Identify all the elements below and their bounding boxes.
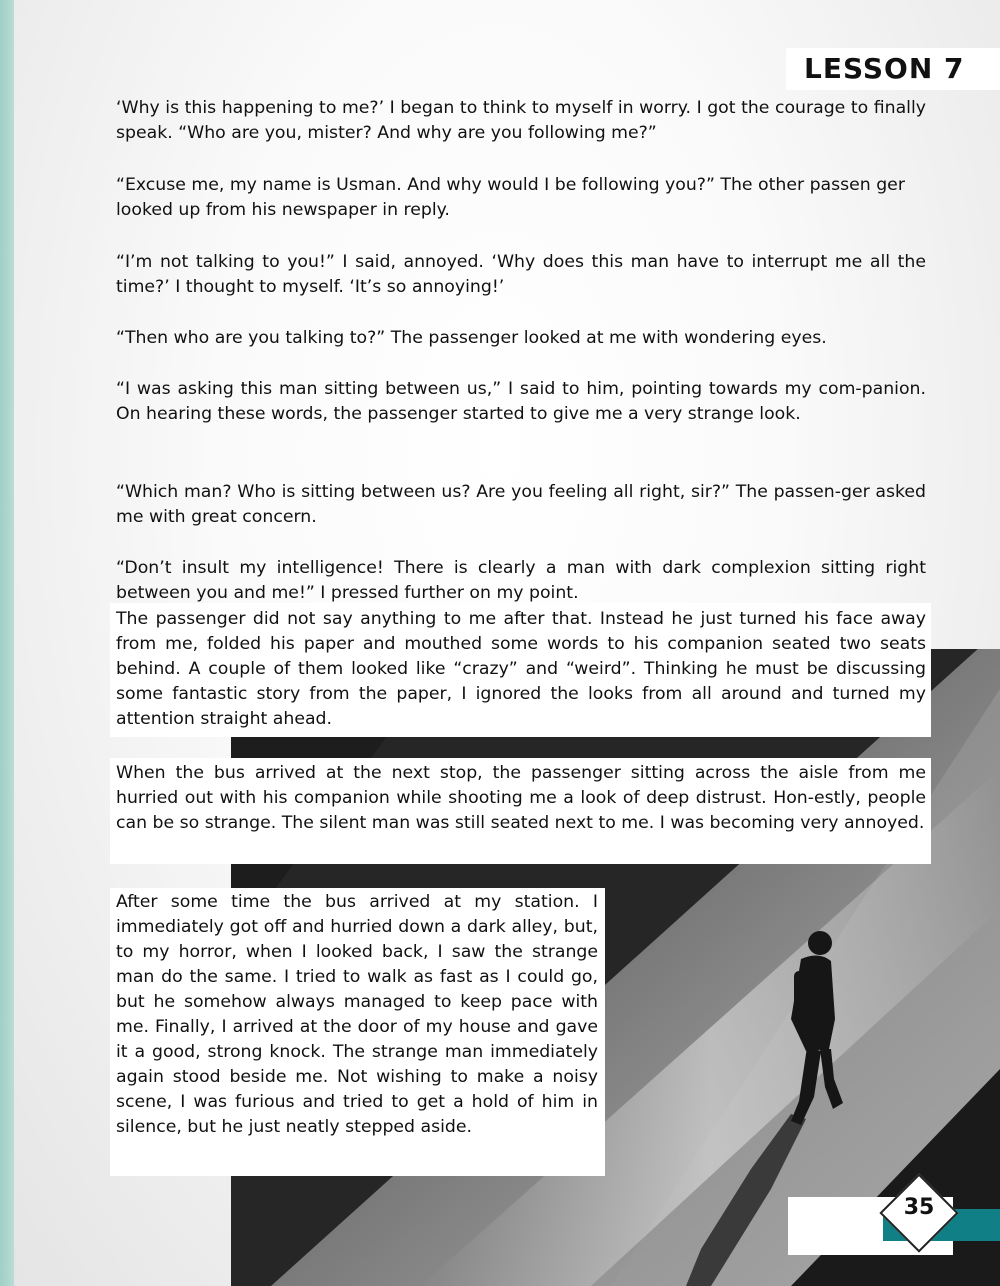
lesson-title: LESSON 7 bbox=[804, 52, 965, 85]
page-number: 35 bbox=[903, 1195, 935, 1220]
paragraph-6: “Which man? Who is sitting between us? Are you feeling all right, sir?” The passen-ger asked me with great concern. bbox=[116, 482, 926, 527]
paragraph-2: “Excuse me, my name is Usman. And why would I be following you?” The other passen ger looked up from his newspaper in reply. bbox=[116, 175, 905, 220]
paragraph-1: ‘Why is this happening to me?’ I began to think to myself in worry. I got the courage to finally speak. “Who are you, mister? And why are you following me?” bbox=[116, 98, 926, 143]
paragraph-9: When the bus arrived at the next stop, the passenger sitting across the aisle from me hurried out with his companion while shooting me a look of deep distrust. Hon-estly, people can be so strange. The silent man was still seated next to me. I was becoming very annoyed. bbox=[116, 763, 926, 833]
paragraph-10: After some time the bus arrived at my station. I immediately got off and hurried down a dark alley, but, to my horror, when I looked back, I saw the strange man do the same. I tried to walk as fast as I could go, but he somehow always managed to keep pace with me. Finally, I arrived at the door of my house and gave it a good, strong knock. The strange man immediately again stood beside me. Not wishing to make a noisy scene, I was furious and tried to get a hold of him in silence, but he just neatly stepped aside. bbox=[116, 892, 598, 1137]
paragraph-8: The passenger did not say anything to me after that. Instead he just turned his face away from me, folded his paper and mouthed some words to his companion seated two seats behind. A couple of them looked like “crazy” and “weird”. Thinking he must be discussing some fantastic story from the paper, I ignored the looks from all around and turned my attention straight ahead. bbox=[116, 609, 926, 729]
paragraph-5: “I was asking this man sitting between us,” I said to him, pointing towards my com-panion. On hearing these words, the passenger started to give me a very strange look. bbox=[116, 379, 926, 424]
paragraph-4: “Then who are you talking to?” The passenger looked at me with wondering eyes. bbox=[116, 328, 827, 348]
page-spine-stripe bbox=[0, 0, 14, 1286]
paragraph-3: “I’m not talking to you!” I said, annoyed. ‘Why does this man have to interrupt me all the time?’ I thought to myself. ‘It’s so annoying!’ bbox=[116, 252, 926, 297]
paragraph-7: “Don’t insult my intelligence! There is clearly a man with dark complexion sitting right between you and me!” I pressed further on my point. bbox=[116, 558, 926, 603]
